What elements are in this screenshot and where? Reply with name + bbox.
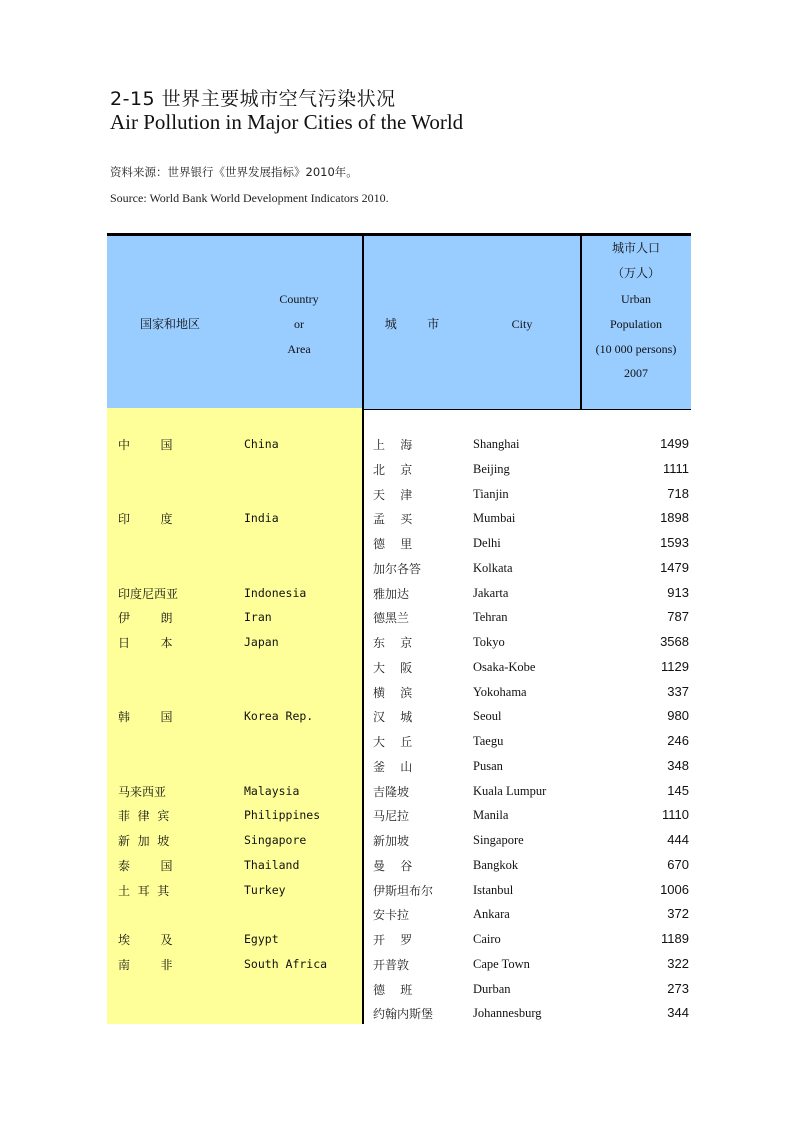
country-chinese: 中 国 <box>118 438 173 452</box>
urban-population: 1110 <box>662 807 689 823</box>
city-chinese: 雅加达 <box>373 586 410 601</box>
city-english: Tianjin <box>473 486 509 501</box>
urban-population: 246 <box>667 733 689 748</box>
page-title-chinese: 2-15 世界主要城市空气污染状况 <box>110 88 396 110</box>
table-row <box>107 832 691 857</box>
country-chinese: 土 耳 其 <box>118 883 170 898</box>
header-country-english-line3: Area <box>287 342 311 356</box>
table-row <box>107 634 691 659</box>
city-english: Ankara <box>473 907 510 922</box>
table-row <box>107 436 691 461</box>
country-english: South Africa <box>244 956 328 971</box>
header-country-english-line1: Country <box>279 292 319 306</box>
table-row <box>107 659 691 684</box>
country-english: Philippines <box>244 808 321 823</box>
city-chinese: 孟 买 <box>373 512 413 527</box>
country-chinese: 新 加 坡 <box>118 834 170 848</box>
city-chinese: 开 罗 <box>373 933 413 947</box>
country-english: Iran <box>244 610 272 625</box>
city-english: Jakarta <box>473 585 509 600</box>
urban-population: 913 <box>667 584 689 600</box>
city-english: Delhi <box>473 536 501 550</box>
header-country-chinese: 国家和地区 <box>139 317 200 331</box>
city-english: Beijing <box>473 461 510 476</box>
header-divider <box>580 236 582 409</box>
city-chinese: 天 津 <box>373 487 413 502</box>
urban-population: 1593 <box>660 535 689 550</box>
table-row <box>107 535 691 560</box>
urban-population: 1129 <box>661 658 689 674</box>
header-country-english-line2: or <box>294 317 304 331</box>
city-chinese: 伊斯坦布尔 <box>373 883 434 898</box>
source-note-chinese: 资料来源：世界银行《世界发展指标》2010年。 <box>110 165 358 179</box>
city-chinese: 曼 谷 <box>373 858 413 873</box>
urban-population: 3568 <box>660 634 689 649</box>
table-row <box>107 733 691 758</box>
city-chinese: 横 滨 <box>373 685 413 700</box>
country-english: Japan <box>244 635 279 649</box>
urban-population: 348 <box>667 757 689 773</box>
city-english: Cape Town <box>473 956 530 971</box>
country-chinese: 韩 国 <box>118 710 173 725</box>
city-english: Istanbul <box>473 882 514 897</box>
table-row <box>107 708 691 733</box>
country-chinese: 日 本 <box>118 636 173 650</box>
city-english: Kuala Lumpur <box>473 783 547 798</box>
header-city-chinese: 城 市 <box>384 317 440 331</box>
city-english: Seoul <box>473 709 502 724</box>
table-row <box>107 684 691 709</box>
table-row <box>107 510 691 535</box>
city-english: Singapore <box>473 833 524 847</box>
city-chinese: 汉 城 <box>373 710 413 725</box>
table-row <box>107 956 691 981</box>
city-chinese: 开普敦 <box>373 957 410 972</box>
urban-population: 273 <box>667 980 689 996</box>
urban-population: 1189 <box>661 931 689 946</box>
city-english: Mumbai <box>473 511 516 526</box>
country-english: Malaysia <box>244 783 300 798</box>
city-english: Manila <box>473 808 509 823</box>
urban-population: 1479 <box>660 559 689 575</box>
urban-population: 1499 <box>660 436 689 451</box>
country-english: Turkey <box>244 882 286 897</box>
city-english: Johannesburg <box>473 1006 542 1021</box>
country-english: Singapore <box>244 833 307 847</box>
country-chinese: 菲 律 宾 <box>118 809 170 824</box>
table-row <box>107 560 691 585</box>
header-population-line2: （万人） <box>611 266 660 280</box>
country-english: Egypt <box>244 932 279 946</box>
city-english: Osaka-Kobe <box>473 659 536 674</box>
country-english: Korea Rep. <box>244 709 314 724</box>
city-english: Tokyo <box>473 635 505 649</box>
city-english: Durban <box>473 981 511 996</box>
table-row <box>107 981 691 1006</box>
city-chinese: 新加坡 <box>373 834 410 848</box>
urban-population: 322 <box>667 955 689 971</box>
country-chinese: 印 度 <box>118 512 173 527</box>
table-header <box>107 233 691 410</box>
table-row <box>107 857 691 882</box>
city-chinese: 加尔各答 <box>373 561 422 576</box>
city-chinese: 釜 山 <box>373 759 413 774</box>
city-chinese: 德 里 <box>373 537 413 551</box>
city-chinese: 安卡拉 <box>373 908 410 923</box>
city-english: Cairo <box>473 932 501 946</box>
city-chinese: 德黑兰 <box>373 611 410 626</box>
header-population-line4: Population <box>609 317 662 331</box>
table-row <box>107 609 691 634</box>
city-chinese: 上 海 <box>373 438 413 452</box>
urban-population: 372 <box>667 906 689 922</box>
header-population-line1: 城市人口 <box>611 241 660 255</box>
country-chinese: 伊 朗 <box>118 611 173 626</box>
urban-population: 145 <box>667 782 689 798</box>
country-english: Thailand <box>244 857 300 872</box>
city-chinese: 东 京 <box>373 636 413 650</box>
page-title-english: Air Pollution in Major Cities of the World <box>110 110 464 134</box>
country-chinese: 埃 及 <box>118 933 173 947</box>
city-chinese: 大 阪 <box>373 660 413 675</box>
table-row <box>107 585 691 610</box>
header-city-english: City <box>511 317 533 331</box>
table-row <box>107 882 691 907</box>
country-english: Indonesia <box>244 585 307 600</box>
city-chinese: 大 丘 <box>373 735 413 749</box>
city-english: Yokohama <box>473 684 527 699</box>
urban-population: 1898 <box>660 510 689 526</box>
urban-population: 344 <box>667 1005 689 1021</box>
city-chinese: 北 京 <box>373 462 413 477</box>
table-row <box>107 758 691 783</box>
city-english: Taegu <box>473 734 504 748</box>
city-english: Pusan <box>473 758 503 773</box>
header-population-line5: (10 000 persons) <box>595 342 677 356</box>
urban-population: 670 <box>667 856 689 872</box>
country-chinese: 南 非 <box>118 957 173 972</box>
city-chinese: 吉隆坡 <box>373 784 410 799</box>
city-english: Kolkata <box>473 560 513 575</box>
urban-population: 718 <box>667 485 689 501</box>
city-english: Tehran <box>473 610 508 625</box>
urban-population: 1006 <box>660 881 689 897</box>
table-row <box>107 906 691 931</box>
source-note-english: Source: World Bank World Development Indicators 2010. <box>110 191 389 205</box>
country-chinese: 马来西亚 <box>118 784 167 799</box>
city-chinese: 约翰内斯堡 <box>373 1007 434 1022</box>
table-row <box>107 1005 691 1030</box>
header-population-line3: Urban <box>621 292 651 306</box>
header-divider <box>362 236 364 409</box>
country-english: China <box>244 437 279 451</box>
city-chinese: 马尼拉 <box>373 809 410 824</box>
city-english: Bangkok <box>473 857 519 872</box>
table-row <box>107 783 691 808</box>
table-row <box>107 486 691 511</box>
country-chinese: 泰 国 <box>118 858 173 873</box>
table-row <box>107 807 691 832</box>
city-english: Shanghai <box>473 437 520 451</box>
country-english: India <box>244 511 279 526</box>
urban-population: 980 <box>667 708 689 724</box>
urban-population: 1111 <box>662 460 689 476</box>
table-row <box>107 931 691 956</box>
city-chinese: 德 班 <box>373 982 413 997</box>
urban-population: 444 <box>667 832 689 847</box>
header-population-year: 2007 <box>624 366 648 380</box>
table-row <box>107 461 691 486</box>
urban-population: 337 <box>667 683 689 699</box>
urban-population: 787 <box>667 609 689 625</box>
country-chinese: 印度尼西亚 <box>118 586 179 601</box>
